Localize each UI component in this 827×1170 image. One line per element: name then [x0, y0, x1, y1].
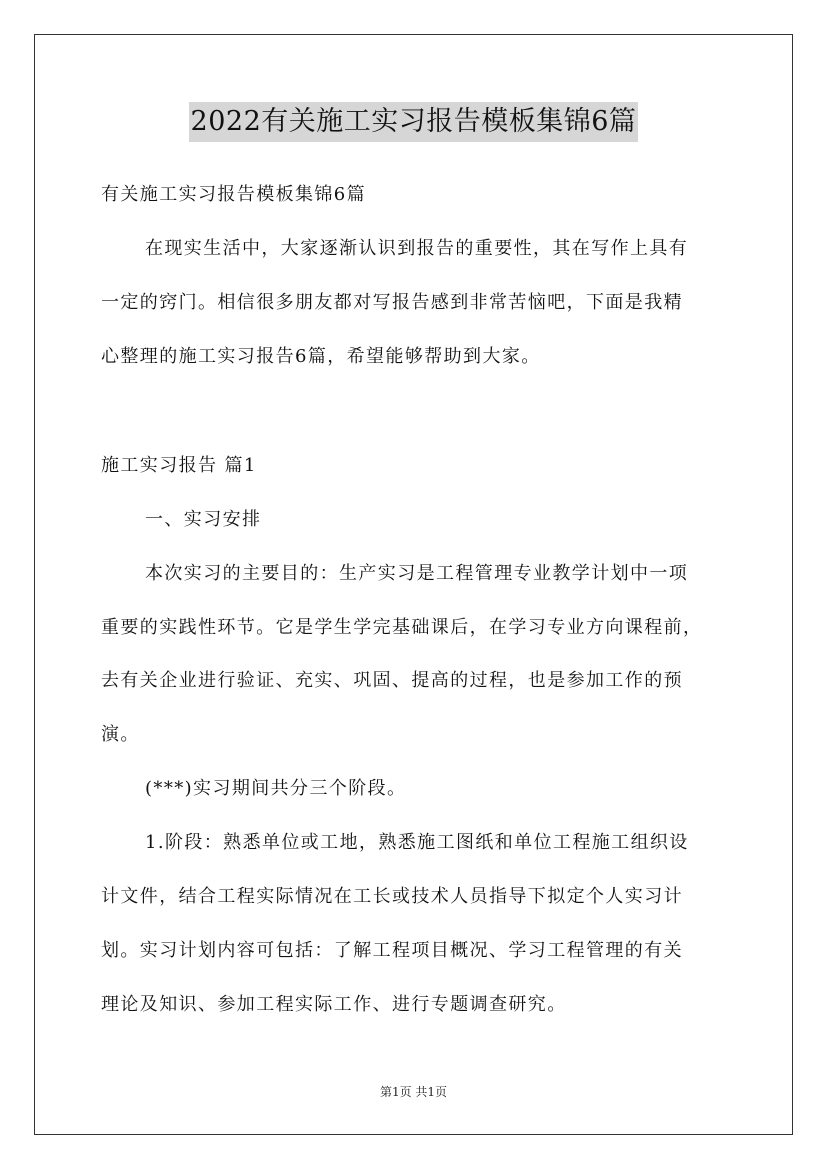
intro-line-1: 在现实生活中，大家逐渐认识到报告的重要性，其在写作上具有: [145, 238, 689, 259]
body-line-7: 计文件，结合工程实际情况在工长或技术人员指导下拟定个人实习计: [101, 886, 683, 907]
body-line-4: 演。: [101, 724, 140, 745]
body-line-5: (***)实习期间共分三个阶段。: [145, 778, 407, 799]
document-title: 2022有关施工实习报告模板集锦6篇: [189, 102, 639, 142]
body-line-8: 划。实习计划内容可包括：了解工程项目概况、学习工程管理的有关: [101, 940, 683, 961]
subtitle: 有关施工实习报告模板集锦6篇: [101, 184, 367, 205]
intro-line-3: 心整理的施工实习报告6篇，希望能够帮助到大家。: [101, 346, 541, 367]
sub-heading: 一、实习安排: [145, 509, 262, 530]
title-container: [0, 102, 827, 142]
body-line-6: 1.阶段：熟悉单位或工地，熟悉施工图纸和单位工程施工组织设: [145, 832, 689, 853]
page-footer: 第1页 共1页: [379, 1085, 448, 1099]
body-line-2: 重要的实践性环节。它是学生学完基础课后，在学习专业方向课程前，: [101, 617, 703, 638]
intro-line-2: 一定的窍门。相信很多朋友都对写报告感到非常苦恼吧，下面是我精: [101, 292, 683, 313]
body-line-1: 本次实习的主要目的：生产实习是工程管理专业教学计划中一项: [145, 563, 689, 584]
section-heading: 施工实习报告 篇1: [101, 455, 257, 476]
body-line-3: 去有关企业进行验证、充实、巩固、提高的过程，也是参加工作的预: [101, 670, 683, 691]
body-line-9: 理论及知识、参加工程实际工作、进行专题调查研究。: [101, 994, 567, 1015]
